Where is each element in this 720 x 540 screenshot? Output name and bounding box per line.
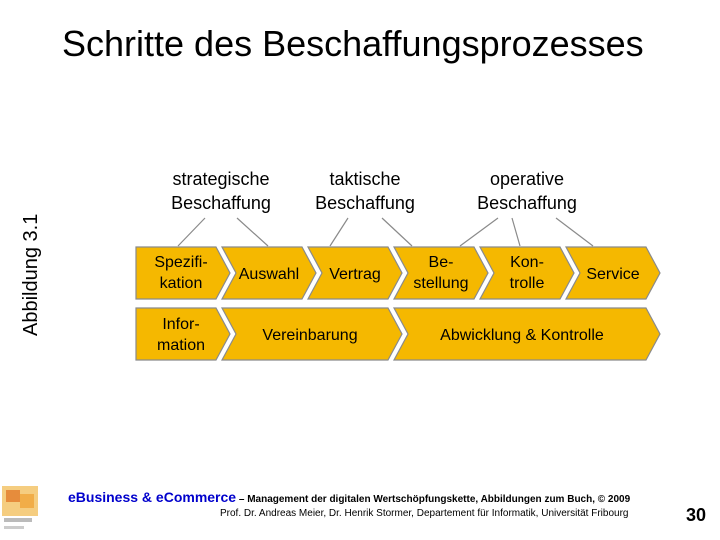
header-strategic-line2: Beschaffung [171,193,271,213]
step-bestellung-line1: Be- [428,254,454,271]
footer-subtitle: – Management der digitalen Wertschöpfungskette, Abbildungen zum Buch, © 2009 [236,494,631,505]
footer-line2: Prof. Dr. Andreas Meier, Dr. Henrik Stormer, Departement für Informatik, Universität Fribourg [220,508,629,519]
header-strategic-line1: strategische [172,169,270,189]
header-operative-line1: operative [489,169,565,189]
page-title: Schritte des Beschaffungsprozesses [62,23,644,64]
step-kontrolle-line1: Kon- [510,254,544,271]
footer-line1 [68,489,630,505]
phase-vereinbarung-label: Vereinbarung [262,327,358,344]
phase-abwicklung-label: Abwicklung & Kontrolle [440,327,604,344]
step-bestellung-line2: stellung [413,275,469,292]
header-tactical-line2: Beschaffung [315,193,415,213]
footer-logo-icon [0,484,60,540]
phase-information-line1: Infor- [162,316,200,333]
header-tactical-line1: taktische [329,169,401,189]
step-kontrolle-line2: trolle [509,275,545,292]
figure-label: Abbildung 3.1 [20,213,42,336]
header-operative-line2: Beschaffung [477,193,577,213]
connector-lines [178,218,593,246]
step-spezifikation-line1: Spezifi- [154,254,208,271]
step-service-label: Service [586,266,640,283]
step-auswahl-label: Auswahl [238,266,300,283]
step-spezifikation-line2: kation [159,275,203,292]
page-number: 30 [686,505,707,525]
footer-brand: eBusiness & eCommerce [68,489,237,505]
phase-information-line2: mation [156,337,206,354]
step-vertrag-label: Vertrag [329,266,381,283]
